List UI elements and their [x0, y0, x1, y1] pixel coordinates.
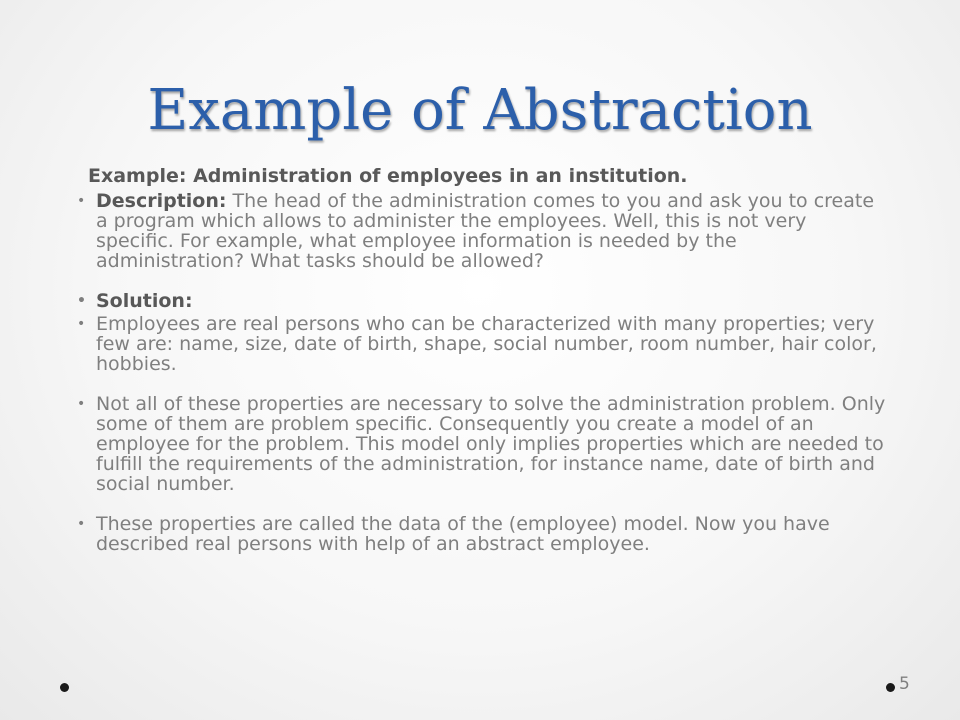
- description-text: The head of the administration comes to you and ask you to create a program which allows to administer the employees. Well, this is not very specific. For example, what employee information is needed by the administration? What tasks should be allowed?: [96, 190, 875, 272]
- decor-dot-right: [886, 683, 895, 692]
- bullet-employees: • Employees are real persons who can be characterized with many properties; very few are: name, size, date of birth, shape, social number, room number, hair color, hobbies.: [88, 314, 888, 374]
- solution-label: Solution:: [96, 290, 193, 312]
- decor-dot-left: [60, 683, 69, 692]
- bullet-solution: [88, 291, 888, 311]
- description-label: Description:: [96, 190, 227, 212]
- slide-title: Example of Abstraction: [147, 78, 813, 143]
- bullet-list: [88, 191, 888, 554]
- bullet-description: [88, 191, 888, 271]
- page-number: 5: [899, 674, 910, 694]
- intro-line: Example: Administration of employees in an institution.: [88, 165, 688, 187]
- bullet-data: • These properties are called the data of the (employee) model. Now you have described real persons with help of an abstract employee.: [88, 514, 888, 554]
- bullet-not-all: • Not all of these properties are necessary to solve the administration problem. Only some of them are problem specific. Consequently you create a model of an employee for the problem. This model only implies properties which are needed to fulfill the requirements of the administration, for instance name, date of birth and social number.: [88, 394, 888, 494]
- slide-body: [88, 166, 888, 554]
